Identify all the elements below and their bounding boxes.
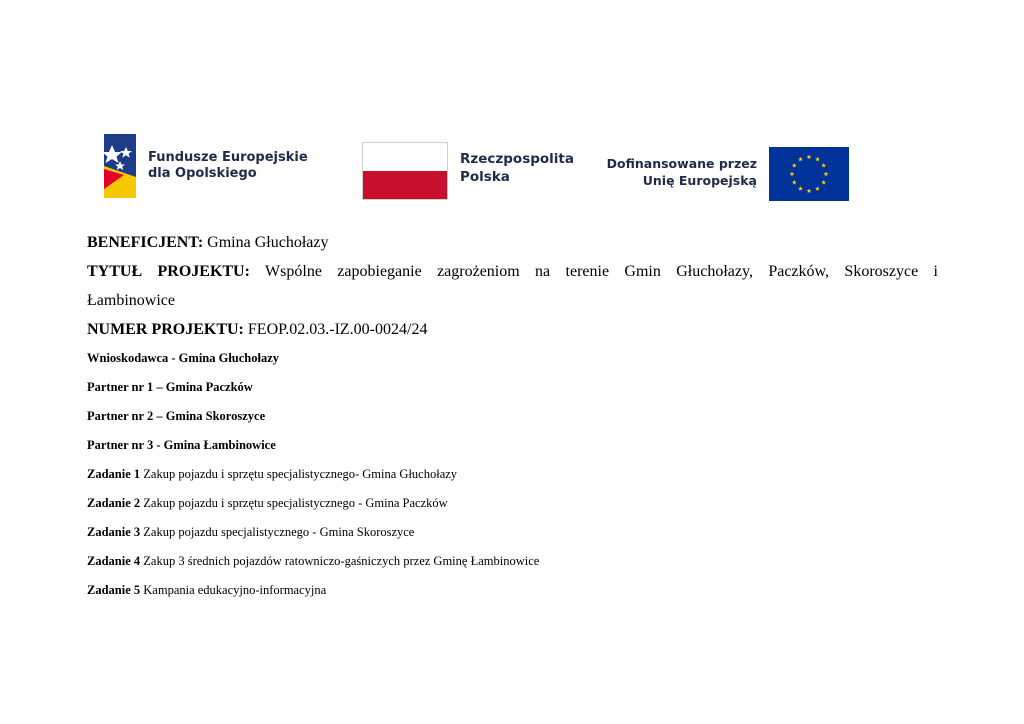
fe-logo-line2: dla Opolskiego bbox=[148, 166, 257, 181]
task-label: Zadanie 4 bbox=[87, 554, 141, 568]
project-title-label: TYTUŁ PROJEKTU: bbox=[87, 263, 250, 280]
task-text: Zakup pojazdu i sprzętu specjalistycznego - Gmina Paczków bbox=[143, 496, 448, 510]
project-info bbox=[87, 228, 938, 605]
partner-item: Partner nr 2 – Gmina Skoroszyce bbox=[87, 409, 266, 423]
fe-opolskie-logo bbox=[100, 128, 308, 204]
beneficiary-value: Gmina Głuchołazy bbox=[207, 234, 329, 251]
eu-logo-line2: Unię Europejską bbox=[642, 173, 757, 188]
task-text: Zakup 3 średnich pojazdów ratowniczo-gaśniczych przez Gminę Łambinowice bbox=[143, 554, 540, 568]
eu-logo-line1: Dofinansowane przez bbox=[606, 156, 757, 171]
partner-item: Partner nr 1 – Gmina Paczków bbox=[87, 380, 253, 394]
beneficiary-label: BENEFICJENT: bbox=[87, 234, 204, 251]
task-text: Zakup pojazdu i sprzętu specjalistycznego- Gmina Głuchołazy bbox=[143, 467, 458, 481]
rp-logo-line2: Polska bbox=[460, 169, 510, 185]
project-number-line bbox=[87, 315, 938, 344]
task-label: Zadanie 5 bbox=[87, 583, 141, 597]
eu-flag-icon bbox=[769, 147, 849, 201]
task-text: Zakup pojazdu specjalistycznego - Gmina Skoroszyce bbox=[143, 525, 415, 539]
task-text: Kampania edukacyjno-informacyjna bbox=[143, 583, 327, 597]
project-title-value: Wspólne zapobieganie zagrożeniom na terenie Gmin Głuchołazy, Paczków, Skoroszyce i bbox=[265, 263, 938, 280]
fe-logo-text bbox=[148, 150, 308, 182]
poland-flag-icon bbox=[362, 142, 448, 200]
task-item bbox=[87, 518, 938, 547]
partner-item: Partner nr 3 - Gmina Łambinowice bbox=[87, 438, 276, 452]
rzeczpospolita-logo bbox=[362, 128, 582, 204]
task-label: Zadanie 1 bbox=[87, 467, 141, 481]
fe-star-logo-icon bbox=[100, 131, 140, 201]
partner-item: Wnioskodawca - Gmina Głuchołazy bbox=[87, 351, 280, 365]
eu-logo-text bbox=[605, 155, 757, 189]
task-label: Zadanie 2 bbox=[87, 496, 141, 510]
rp-logo-text bbox=[460, 150, 574, 186]
task-label: Zadanie 3 bbox=[87, 525, 141, 539]
rp-logo-line1: Rzeczpospolita bbox=[460, 151, 574, 167]
task-item bbox=[87, 576, 938, 605]
logo-strip bbox=[100, 128, 860, 204]
project-number-label: NUMER PROJEKTU: bbox=[87, 321, 244, 338]
project-title-line bbox=[87, 257, 938, 286]
project-title-continuation: Łambinowice bbox=[87, 292, 175, 309]
task-item bbox=[87, 547, 938, 576]
task-item bbox=[87, 460, 938, 489]
beneficiary-line bbox=[87, 228, 938, 257]
eu-cofunding-logo bbox=[605, 128, 855, 204]
project-number-value: FEOP.02.03.-IZ.00-0024/24 bbox=[247, 321, 428, 338]
fe-logo-line1: Fundusze Europejskie bbox=[148, 150, 308, 165]
task-item bbox=[87, 489, 938, 518]
